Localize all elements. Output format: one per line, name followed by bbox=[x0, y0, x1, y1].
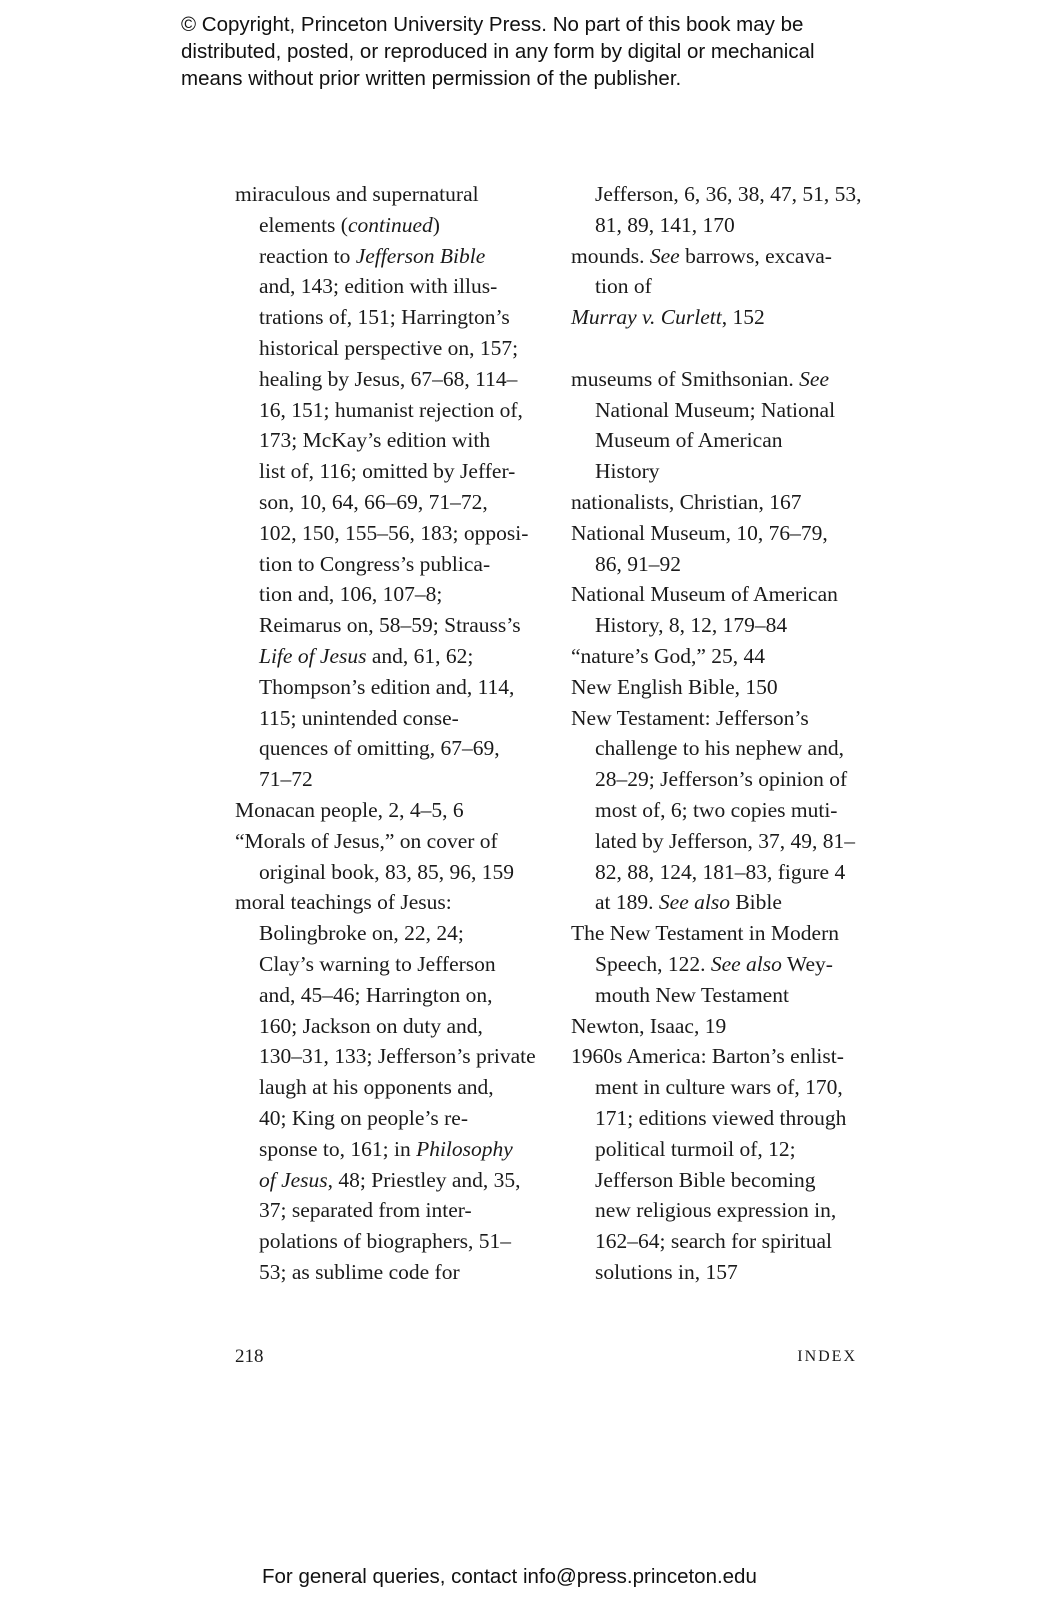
italic-text: Jefferson Bible bbox=[355, 243, 486, 268]
text: Wey- bbox=[781, 951, 833, 976]
index-subentry-line bbox=[235, 302, 535, 333]
text: healing by Jesus, 67–68, 114– bbox=[259, 366, 518, 391]
text: original book, 83, 85, 96, 159 bbox=[259, 859, 514, 884]
index-subentry-line bbox=[235, 918, 535, 949]
text: tion to Congress’s publica- bbox=[259, 551, 491, 576]
text: Bolingbroke on, 22, 24; bbox=[259, 921, 464, 946]
text: and, 61, 62; bbox=[366, 643, 474, 668]
text: nationalists, Christian, 167 bbox=[571, 489, 802, 514]
text: political turmoil of, 12; bbox=[595, 1136, 796, 1161]
text: Bible bbox=[729, 890, 782, 915]
index-subentry-line bbox=[571, 1257, 871, 1288]
italic-text: Murray v. Curlett bbox=[571, 305, 722, 330]
index-subentry-line bbox=[235, 949, 535, 980]
text: most of, 6; two copies muti- bbox=[595, 797, 838, 822]
index-subentry-line bbox=[571, 1195, 871, 1226]
text: New English Bible, 150 bbox=[571, 674, 778, 699]
text: and, 143; edition with illus- bbox=[259, 274, 498, 299]
text: at 189. bbox=[595, 890, 659, 915]
text: 16, 151; humanist rejection of, bbox=[259, 397, 523, 422]
text: National Museum, 10, 76–79, bbox=[571, 520, 828, 545]
index-entry-line bbox=[571, 918, 871, 949]
index-subentry-line bbox=[235, 1041, 535, 1072]
index-subentry-line bbox=[571, 395, 871, 426]
index-subentry-line bbox=[571, 826, 871, 857]
text: mouth New Testament bbox=[595, 982, 789, 1007]
text: History bbox=[595, 459, 660, 484]
text: “Morals of Jesus,” on cover of bbox=[235, 828, 498, 853]
index-subentry-line bbox=[571, 1226, 871, 1257]
text: 102, 150, 155–56, 183; opposi- bbox=[259, 520, 529, 545]
index-subentry-line bbox=[571, 1072, 871, 1103]
text: ment in culture wars of, 170, bbox=[595, 1075, 843, 1100]
text: 28–29; Jefferson’s opinion of bbox=[595, 767, 848, 792]
text: 37; separated from inter- bbox=[259, 1198, 472, 1223]
index-subentry-line bbox=[235, 1226, 535, 1257]
text: laugh at his opponents and, bbox=[259, 1075, 494, 1100]
index-subentry-line bbox=[571, 857, 871, 888]
italic-text: continued bbox=[347, 212, 433, 237]
italic-text: Life of Jesus bbox=[259, 643, 367, 668]
text: Jefferson, 6, 36, 38, 47, 51, 53, bbox=[595, 182, 862, 206]
index-subentry-line bbox=[571, 949, 871, 980]
text: Jefferson Bible becoming bbox=[595, 1167, 816, 1192]
text: miraculous and supernatural bbox=[235, 182, 479, 206]
text: , 152 bbox=[721, 305, 765, 330]
index-subentry-line bbox=[571, 980, 871, 1011]
text: 160; Jackson on duty and, bbox=[259, 1013, 483, 1038]
index-subentry-line bbox=[235, 395, 535, 426]
text: elements ( bbox=[259, 212, 348, 237]
text: 162–64; search for spiritual bbox=[595, 1229, 833, 1254]
index-subentry-line bbox=[235, 610, 535, 641]
general-queries-notice: For general queries, contact info@press.princeton.edu bbox=[262, 1565, 757, 1588]
index-subentry-line bbox=[571, 179, 871, 210]
index-subentry-line bbox=[235, 1134, 535, 1165]
index-entry-line bbox=[571, 518, 871, 549]
index-subentry-line bbox=[571, 795, 871, 826]
text: The New Testament in Modern bbox=[571, 921, 839, 946]
index-subentry-line bbox=[571, 425, 871, 456]
text: reaction to bbox=[259, 243, 356, 268]
index-subentry-line bbox=[235, 549, 535, 580]
index-subentry-line bbox=[235, 333, 535, 364]
index-subentry-line bbox=[571, 210, 871, 241]
text: barrows, excava- bbox=[679, 243, 832, 268]
index-entry-line bbox=[571, 672, 871, 703]
index-entry-line bbox=[571, 302, 871, 333]
index-subentry-line bbox=[235, 210, 535, 241]
index-subentry-line bbox=[235, 980, 535, 1011]
index-subentry-line bbox=[235, 364, 535, 395]
text: son, 10, 64, 66–69, 71–72, bbox=[259, 489, 488, 514]
index-entry-line bbox=[571, 1041, 871, 1072]
text: historical perspective on, 157; bbox=[259, 335, 519, 360]
text: 71–72 bbox=[259, 767, 313, 792]
index-subentry-line bbox=[235, 487, 535, 518]
index-entry-line bbox=[571, 1011, 871, 1042]
index-subentry-line bbox=[235, 857, 535, 888]
index-entry-line bbox=[571, 487, 871, 518]
index-subentry-line bbox=[571, 887, 871, 918]
text: “nature’s God,” 25, 44 bbox=[571, 643, 766, 668]
text: 173; McKay’s edition with bbox=[259, 428, 491, 453]
italic-text: See also bbox=[658, 890, 730, 915]
copyright-line: distributed, posted, or reproduced in any form by digital or mechanical bbox=[181, 40, 815, 63]
text: ) bbox=[432, 212, 440, 237]
text: quences of omitting, 67–69, bbox=[259, 736, 500, 761]
index-column-right bbox=[571, 179, 871, 1288]
index-column-left bbox=[235, 179, 535, 1288]
text: list of, 116; omitted by Jeffer- bbox=[259, 459, 516, 484]
index-entry-line bbox=[235, 826, 535, 857]
index-subentry-line bbox=[571, 764, 871, 795]
text: Monacan people, 2, 4–5, 6 bbox=[235, 797, 464, 822]
text: polations of biographers, 51– bbox=[259, 1229, 511, 1254]
index-subentry-line bbox=[235, 518, 535, 549]
index-subentry-line bbox=[571, 549, 871, 580]
index-subentry-line bbox=[235, 703, 535, 734]
italic-text: See bbox=[799, 366, 829, 391]
index-entry-line bbox=[571, 579, 871, 610]
index-subentry-line bbox=[235, 672, 535, 703]
text: 81, 89, 141, 170 bbox=[595, 212, 735, 237]
index-subentry-line bbox=[571, 733, 871, 764]
text: mounds. bbox=[571, 243, 650, 268]
index-subentry-line bbox=[235, 1011, 535, 1042]
text: tion of bbox=[595, 274, 652, 299]
text: 115; unintended conse- bbox=[259, 705, 459, 730]
index-subentry-line bbox=[235, 733, 535, 764]
index-subentry-line bbox=[235, 764, 535, 795]
index-subentry-line bbox=[235, 425, 535, 456]
text: challenge to his nephew and, bbox=[595, 736, 844, 761]
text: 82, 88, 124, 181–83, figure 4 bbox=[595, 859, 846, 884]
index-subentry-line bbox=[235, 456, 535, 487]
text: History, 8, 12, 179–84 bbox=[595, 613, 788, 638]
index-subentry-line bbox=[235, 1072, 535, 1103]
index-subentry-line bbox=[235, 1257, 535, 1288]
index-subentry-line bbox=[571, 271, 871, 302]
text: National Museum of American bbox=[571, 582, 838, 607]
text: and, 45–46; Harrington on, bbox=[259, 982, 493, 1007]
index-subentry-line bbox=[571, 1134, 871, 1165]
text: Thompson’s edition and, 114, bbox=[259, 674, 515, 699]
index-subentry-line bbox=[235, 271, 535, 302]
text: 1960s America: Barton’s enlist- bbox=[571, 1044, 844, 1069]
index-entry-line bbox=[235, 179, 535, 210]
index-entry-line bbox=[571, 241, 871, 272]
italic-text: of Jesus bbox=[259, 1167, 328, 1192]
text: Clay’s warning to Jefferson bbox=[259, 951, 496, 976]
index-subentry-line bbox=[571, 456, 871, 487]
italic-text: Philosophy bbox=[416, 1136, 513, 1161]
italic-text: See bbox=[649, 243, 680, 268]
index-subentry-line bbox=[235, 641, 535, 672]
copyright-line: © Copyright, Princeton University Press. No part of this book may be bbox=[181, 13, 804, 36]
text: Museum of American bbox=[595, 428, 783, 453]
index-entry-line bbox=[571, 703, 871, 734]
text: moral teachings of Jesus: bbox=[235, 890, 452, 915]
text: trations of, 151; Harrington’s bbox=[259, 305, 510, 330]
copyright-line: means without prior written permission of the publisher. bbox=[181, 67, 682, 90]
index-entry-line bbox=[235, 795, 535, 826]
index-subentry-line bbox=[235, 241, 535, 272]
text: new religious expression in, bbox=[595, 1198, 837, 1223]
index-subentry-line bbox=[571, 1165, 871, 1196]
text: sponse to, 161; in bbox=[259, 1136, 417, 1161]
index-subentry-line bbox=[235, 1103, 535, 1134]
text: museums of Smithsonian. bbox=[571, 366, 800, 391]
text: 130–31, 133; Jefferson’s private bbox=[259, 1044, 536, 1069]
index-subentry-line bbox=[571, 1103, 871, 1134]
text: tion and, 106, 107–8; bbox=[259, 582, 443, 607]
text: Speech, 122. bbox=[595, 951, 711, 976]
index-subentry-line bbox=[571, 610, 871, 641]
text: 53; as sublime code for bbox=[259, 1259, 460, 1284]
text: , 48; Priestley and, 35, bbox=[327, 1167, 521, 1192]
text: 171; editions viewed through bbox=[595, 1105, 847, 1130]
text: New Testament: Jefferson’s bbox=[571, 705, 809, 730]
text: 40; King on people’s re- bbox=[259, 1105, 468, 1130]
text: Newton, Isaac, 19 bbox=[571, 1013, 727, 1038]
index-subentry-line bbox=[235, 1165, 535, 1196]
italic-text: See also bbox=[710, 951, 782, 976]
running-head: INDEX bbox=[797, 1348, 857, 1365]
text: National Museum; National bbox=[595, 397, 836, 422]
copyright-notice bbox=[181, 11, 981, 92]
index-entry-line bbox=[571, 364, 871, 395]
text: solutions in, 157 bbox=[595, 1259, 738, 1284]
index-entry-line bbox=[571, 641, 871, 672]
text: Reimarus on, 58–59; Strauss’s bbox=[259, 613, 521, 638]
index-subentry-line bbox=[235, 1195, 535, 1226]
entry-gap bbox=[571, 333, 871, 364]
text: 86, 91–92 bbox=[595, 551, 681, 576]
index-subentry-line bbox=[235, 579, 535, 610]
index-entry-line bbox=[235, 887, 535, 918]
text: lated by Jefferson, 37, 49, 81– bbox=[595, 828, 855, 853]
page-number: 218 bbox=[235, 1346, 264, 1367]
